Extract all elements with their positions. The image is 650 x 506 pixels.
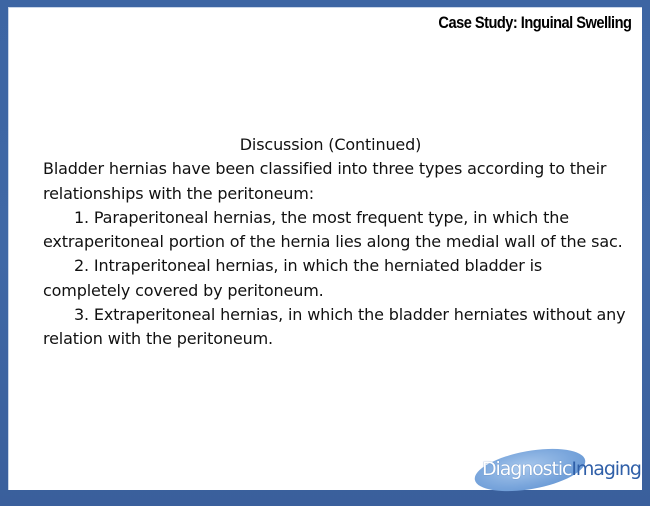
intro-paragraph: Bladder hernias have been classified into three types according to their relationships with the peritoneum: <box>43 159 607 203</box>
slide-panel <box>8 7 642 490</box>
section-heading: Discussion (Continued) <box>239 135 422 154</box>
list-item: 1. Paraperitoneal hernias, the most frequent type, in which the extraperitoneal portion of the hernia lies along the medial wall of the sac. <box>43 207 623 252</box>
slide-title: Case Study: Inguinal Swelling <box>437 13 631 32</box>
list-item: 2. Intraperitoneal hernias, in which the herniated bladder is completely covered by peritoneum. <box>43 256 543 300</box>
logo-text-imaging: Imaging <box>571 458 641 480</box>
logo-text <box>482 458 641 480</box>
discussion-content <box>43 133 633 352</box>
list-item: 3. Extraperitoneal hernias, in which the bladder herniates without any relation with the peritoneum. <box>43 305 626 349</box>
diagnostic-imaging-logo <box>474 449 644 491</box>
logo-text-diagnostic: Diagnostic <box>482 458 572 480</box>
